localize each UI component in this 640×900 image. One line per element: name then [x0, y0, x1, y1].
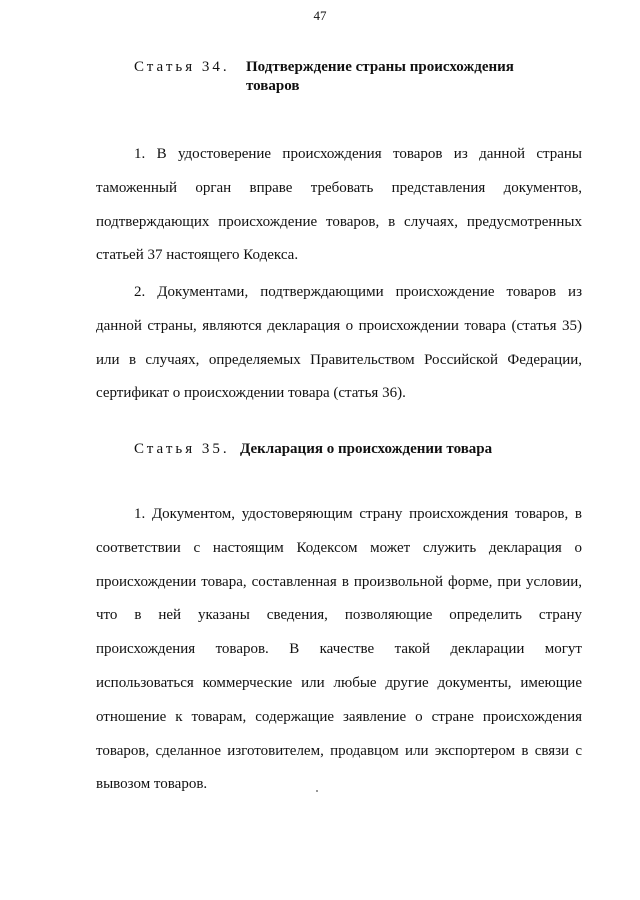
article-35-paragraph-1: 1. Документом, удостоверяющим страну происхождения товаров, в соответствии с настоящим Кодексом может служить декларация о происхождении товара, составленная в произвольной форме, при условии, что в ней указаны сведения, позволяющие определить страну происхождения товаров. В качестве такой декларации могут использоваться коммерческие или любые другие документы, имеющие отношение к товарам, содержащие заявление о стране происхождения товаров, сделанное изготовителем, продавцом или экспортером в связи с вывозом товаров. — [96, 506, 582, 793]
article-35-label: Статья 35. — [134, 441, 230, 457]
article-34-paragraph-1: 1. В удостоверение происхождения товаров из данной страны таможенный орган вправе требовать представления документов, подтверждающих происхождение товаров, в случаях, предусмотренных статьей 37 настоящего Кодекса. — [96, 146, 582, 264]
scan-artifact-dot — [316, 790, 318, 792]
article-34-title: Подтверждение страны происхождения товаров — [246, 59, 514, 94]
article-35-heading — [134, 440, 554, 460]
article-34-heading — [134, 58, 554, 98]
page-number: 47 — [313, 8, 327, 23]
article-34-label: Статья 34. — [134, 59, 230, 75]
article-35-title: Декларация о происхождении товара — [240, 441, 493, 457]
article-34-paragraph-2: 2. Документами, подтверждающими происхождение товаров из данной страны, являются декларация о происхождении товара (статья 35) или в случаях, определяемых Правительством Российской Федерации, сертификат о происхождении товара (статья 36). — [96, 284, 582, 402]
